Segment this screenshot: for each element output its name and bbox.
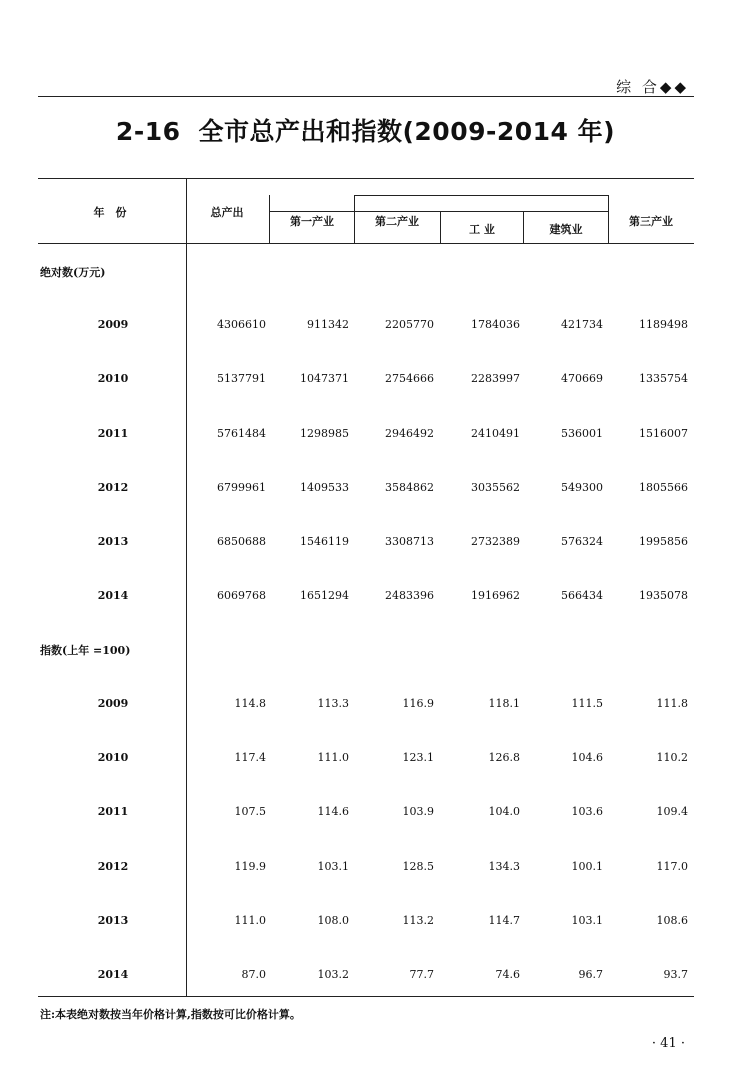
cell-tertiary: 110.2 [656,751,688,764]
table-row [0,372,731,388]
cell-industry: 1784036 [471,318,520,331]
page-title [0,112,731,148]
cell-tertiary: 1516007 [639,427,688,440]
cell-secondary: 3308713 [385,535,434,548]
section-label-index: 指数(上年 =100) [40,644,131,657]
header-industry: 工 业 [469,223,495,236]
table-row [0,318,731,334]
table-row [0,751,731,767]
header-tertiary: 第三产业 [629,215,673,228]
top-rule [38,96,694,97]
cell-total: 87.0 [241,968,266,981]
row-year: 2014 [97,589,129,602]
cell-primary: 1047371 [300,372,349,385]
cell-tertiary: 1995856 [639,535,688,548]
cell-tertiary: 109.4 [656,805,688,818]
cell-total: 6799961 [217,481,266,494]
cell-construction: 111.5 [571,697,603,710]
cell-industry: 2732389 [471,535,520,548]
cell-secondary: 128.5 [402,860,434,873]
cell-secondary: 77.7 [409,968,434,981]
cell-tertiary: 108.6 [656,914,688,927]
row-year: 2009 [97,697,129,710]
cell-total: 117.4 [234,751,266,764]
cell-industry: 134.3 [488,860,520,873]
cell-construction: 103.6 [571,805,603,818]
header-bottom-rule [38,243,694,244]
industry-group-rule [269,211,608,212]
cell-primary: 108.0 [317,914,349,927]
cell-industry: 118.1 [488,697,520,710]
cell-tertiary: 1189498 [639,318,688,331]
table-number: 2-16 [115,117,181,146]
table-row [0,914,731,930]
cell-primary: 103.2 [317,968,349,981]
secondary-group-rule [354,195,608,196]
row-year: 2012 [97,481,129,494]
col-rule-5 [608,195,609,243]
cell-total: 5137791 [217,372,266,385]
cell-industry: 3035562 [471,481,520,494]
header-construction: 建筑业 [549,223,583,236]
cell-construction: 421734 [561,318,603,331]
cell-primary: 1651294 [300,589,349,602]
table-note: 注:本表绝对数按当年价格计算,指数按可比价格计算。 [40,1008,301,1021]
cell-primary: 111.0 [317,751,349,764]
row-year: 2013 [97,914,129,927]
col-rule-3 [440,211,441,243]
cell-total: 119.9 [234,860,266,873]
cell-total: 107.5 [234,805,266,818]
cell-industry: 114.7 [488,914,520,927]
cell-secondary: 2205770 [385,318,434,331]
row-year: 2009 [97,318,129,331]
cell-primary: 911342 [307,318,349,331]
cell-tertiary: 1335754 [639,372,688,385]
cell-total: 6069768 [217,589,266,602]
col-rule-4 [523,211,524,243]
col-rule-1 [269,195,270,243]
table-title: 全市总产出和指数(2009-2014 年) [198,117,616,146]
cell-industry: 104.0 [488,805,520,818]
table-row [0,535,731,551]
section-label: 综 合◆◆ [616,78,689,96]
cell-construction: 100.1 [571,860,603,873]
cell-tertiary: 93.7 [663,968,688,981]
table-row [0,481,731,497]
cell-total: 111.0 [234,914,266,927]
row-year: 2011 [97,427,129,440]
cell-construction: 566434 [561,589,603,602]
col-rule-2 [354,195,355,243]
table-row [0,860,731,876]
cell-primary: 1409533 [300,481,349,494]
cell-industry: 74.6 [495,968,520,981]
cell-secondary: 3584862 [385,481,434,494]
cell-total: 5761484 [217,427,266,440]
cell-construction: 470669 [561,372,603,385]
table-row [0,968,731,984]
header-year: 年 份 [93,206,127,219]
cell-secondary: 2754666 [385,372,434,385]
cell-construction: 96.7 [578,968,603,981]
cell-industry: 2410491 [471,427,520,440]
cell-primary: 113.3 [317,697,349,710]
row-year: 2010 [97,372,129,385]
row-year: 2011 [97,805,129,818]
table-row [0,427,731,443]
table-row [0,805,731,821]
cell-secondary: 113.2 [402,914,434,927]
cell-construction: 549300 [561,481,603,494]
page-number: · 41 · [651,1036,685,1051]
cell-primary: 1546119 [300,535,349,548]
header-secondary: 第二产业 [375,215,419,228]
table-bottom-rule [38,996,694,997]
table-row [0,697,731,713]
cell-construction: 104.6 [571,751,603,764]
cell-industry: 1916962 [471,589,520,602]
cell-tertiary: 117.0 [656,860,688,873]
row-year: 2010 [97,751,129,764]
cell-primary: 114.6 [317,805,349,818]
table-top-rule [38,178,694,179]
row-year: 2013 [97,535,129,548]
row-year: 2014 [97,968,129,981]
cell-tertiary: 111.8 [656,697,688,710]
header-primary: 第一产业 [290,215,334,228]
cell-industry: 2283997 [471,372,520,385]
table-row [0,589,731,605]
header-total: 总产出 [210,206,244,219]
cell-tertiary: 1935078 [639,589,688,602]
cell-tertiary: 1805566 [639,481,688,494]
cell-total: 114.8 [234,697,266,710]
cell-total: 4306610 [217,318,266,331]
cell-secondary: 116.9 [402,697,434,710]
cell-construction: 576324 [561,535,603,548]
cell-secondary: 103.9 [402,805,434,818]
section-label-absolute: 绝对数(万元) [40,266,106,279]
cell-primary: 1298985 [300,427,349,440]
cell-construction: 103.1 [571,914,603,927]
cell-secondary: 123.1 [402,751,434,764]
cell-industry: 126.8 [488,751,520,764]
cell-secondary: 2946492 [385,427,434,440]
cell-construction: 536001 [561,427,603,440]
row-year: 2012 [97,860,129,873]
cell-primary: 103.1 [317,860,349,873]
cell-secondary: 2483396 [385,589,434,602]
cell-total: 6850688 [217,535,266,548]
